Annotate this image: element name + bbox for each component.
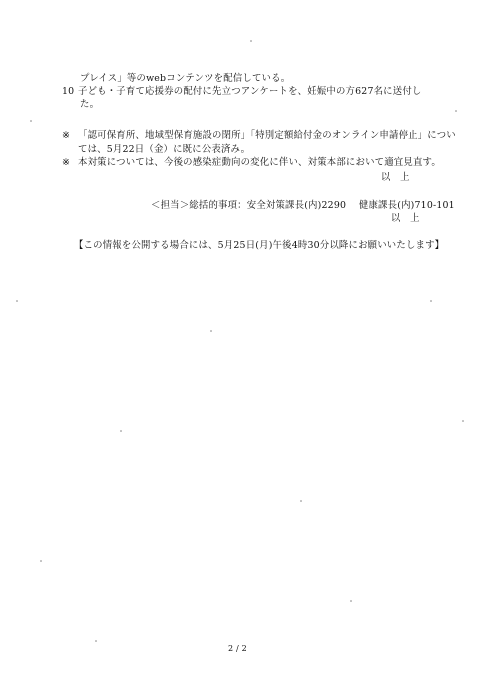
scan-speck xyxy=(462,420,464,422)
scan-speck xyxy=(40,560,42,562)
note-mark: ※ xyxy=(62,130,71,141)
item-10-text-line-2: た。 xyxy=(80,99,100,110)
scan-speck xyxy=(95,640,97,642)
item-10 xyxy=(62,86,421,98)
note-1-continuation: ては、5月22日（金）に既に公表済み。 xyxy=(78,144,251,155)
page-number: 2 / 2 xyxy=(228,644,247,653)
note-1 xyxy=(62,130,456,142)
scan-speck xyxy=(300,500,302,502)
note-mark: ※ xyxy=(62,157,71,168)
item-number: 10 xyxy=(62,86,75,97)
scan-speck xyxy=(16,300,18,302)
closing-ijo-1: 以 上 xyxy=(381,172,410,183)
scan-speck xyxy=(455,110,457,112)
note-2-text: 本対策については、今後の感染症動向の変化に伴い、対策本部において適宜見直す。 xyxy=(78,157,441,168)
closing-ijo-2: 以 上 xyxy=(391,213,420,224)
scan-speck xyxy=(250,40,252,42)
scan-speck xyxy=(210,330,212,332)
item-10-text-line-1: 子ども・子育て応援券の配付に先立つアンケートを、妊娠中の方627名に送付し xyxy=(78,86,422,97)
scan-speck xyxy=(30,120,32,122)
scan-speck xyxy=(120,430,122,432)
note-1-text: 「認可保育所、地域型保育施設の閉所」「特別定額給付金のオンライン申請停止」につい xyxy=(78,130,456,141)
note-2 xyxy=(62,157,441,169)
scan-speck xyxy=(350,600,352,602)
body-line-1: プレイス」等のwebコンテンツを配信している。 xyxy=(80,73,291,84)
embargo-notice: 【この情報を公開する場合には、5月25日(月)午後4時30分以降にお願いいたします】 xyxy=(74,240,445,251)
contact-line: ＜担当＞総括的事項：安全対策課長(内)2290 健康課長(内)710-101 xyxy=(151,200,455,211)
scan-speck xyxy=(430,300,432,302)
